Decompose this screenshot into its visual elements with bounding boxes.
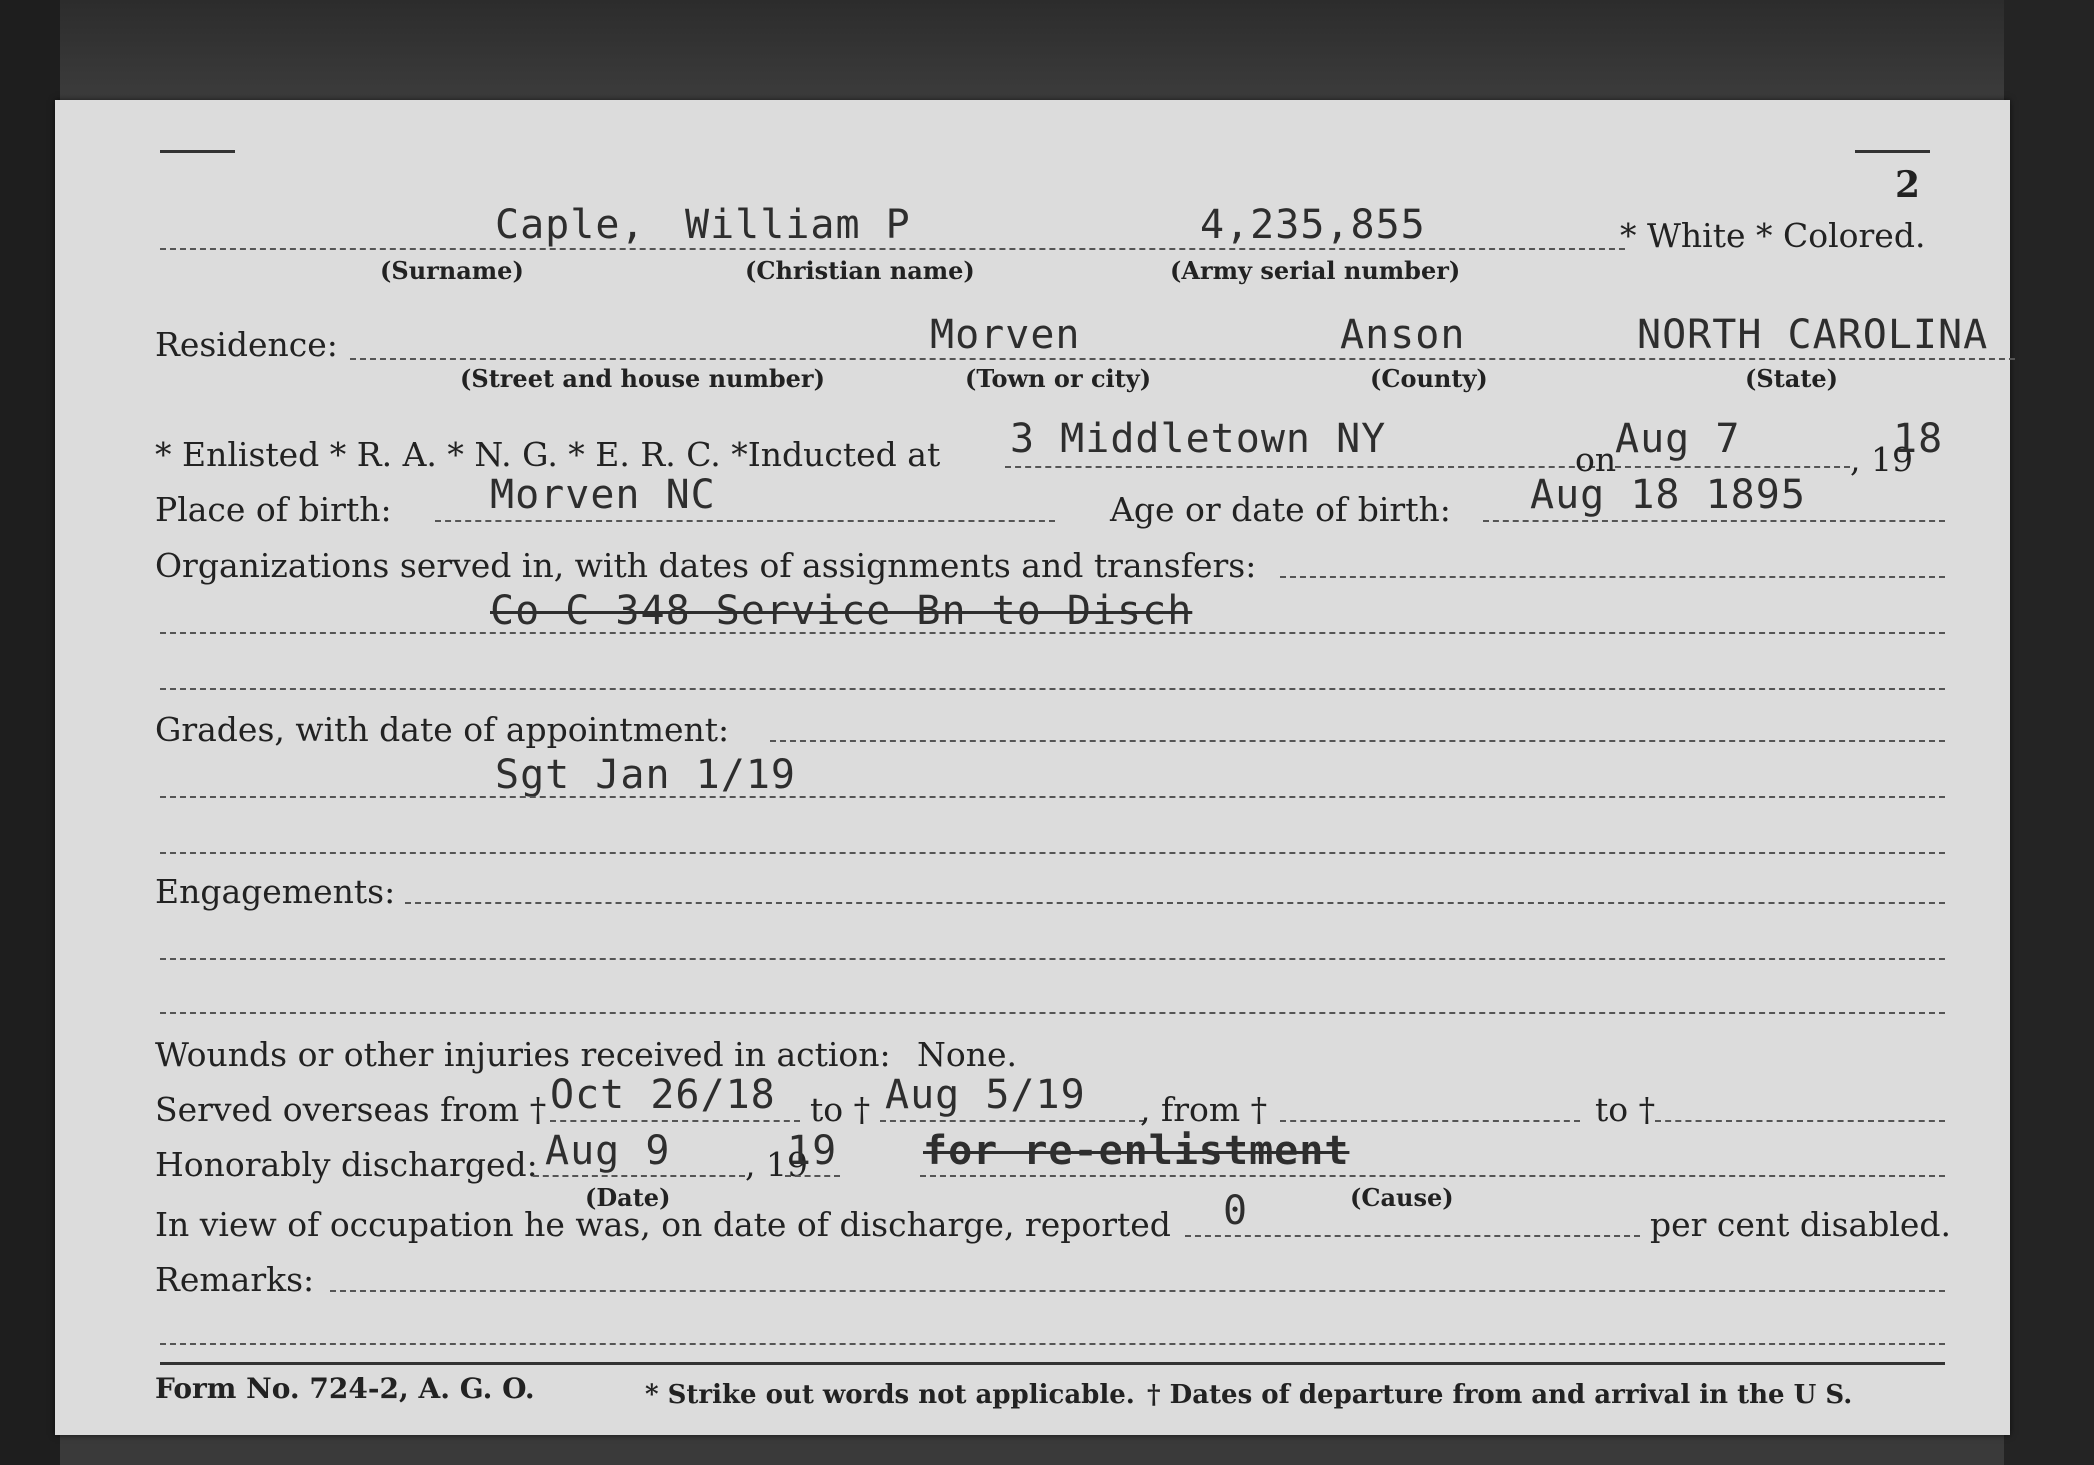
corner-mark-left [160,150,235,153]
overseas-to-value: Aug 5/19 [885,1072,1086,1118]
organizations-line-3 [160,688,1945,690]
disability-line [1185,1235,1640,1237]
residence-line [350,358,2015,360]
wounds-value: None. [917,1035,1018,1074]
form-number: Form No. 724-2, A. G. O. [155,1372,535,1405]
overseas-to2-label: to † [1595,1090,1656,1129]
card-number: 2 [1895,164,1921,206]
engagements-label: Engagements: [155,872,396,911]
residence-state-value: NORTH CAROLINA [1637,312,1989,358]
overseas-to2-line [1655,1120,1945,1122]
overseas-from2-label: , from † [1140,1090,1268,1129]
inducted-place-value: 3 Middletown NY [1010,416,1387,462]
birth-place-value: Morven NC [490,472,716,518]
discharge-cause-line [920,1175,1945,1177]
discharge-year-line [785,1175,840,1177]
engagements-line-1 [405,902,1945,904]
organizations-value: Co C 348 Service Bn to Disch [490,588,1193,634]
footer-rule [160,1362,1945,1365]
serial-number-value: 4,235,855 [1200,202,1426,248]
discharge-date-line [533,1175,745,1177]
discharge-cause-value: for re-enlistment [923,1128,1350,1174]
overseas-from-value: Oct 26/18 [550,1072,776,1118]
enlist-year-prefix: , 19 [1850,440,1913,479]
christian-name-label: (Christian name) [745,256,975,285]
inducted-line [1005,466,1595,468]
organizations-line-1 [1280,576,1945,578]
footer-note-dates: † Dates of departure from and arrival in the U S. [1147,1380,1853,1410]
engagements-line-3 [160,1012,1945,1014]
disability-suffix: per cent disabled. [1650,1205,1952,1244]
residence-town-value: Morven [930,312,1081,358]
engagements-line-2 [160,958,1945,960]
grades-line-1 [770,740,1945,742]
enlisted-label: * Enlisted * R. A. * N. G. * E. R. C. *Inducted at [155,435,941,474]
discharge-date-value: Aug 9 [545,1128,671,1174]
grades-value: Sgt Jan 1/19 [495,752,796,798]
overseas-to-line [880,1120,1145,1122]
organizations-label: Organizations served in, with dates of assignments and transfers: [155,546,1257,585]
serial-number-label: (Army serial number) [1170,256,1461,285]
enlist-date-line [1615,466,1850,468]
service-record-card [55,100,2010,1435]
corner-mark-right [1855,150,1930,153]
grades-label: Grades, with date of appointment: [155,710,730,749]
remarks-line-1 [330,1290,1945,1292]
overseas-to-label: to † [810,1090,871,1129]
enlist-year-value: 18 [1893,416,1944,462]
discharge-year-prefix: , 19 [745,1145,808,1184]
discharge-year-value: 19 [787,1128,838,1174]
discharge-cause-label: (Cause) [1350,1183,1454,1212]
residence-label: Residence: [155,325,338,364]
birth-date-value: Aug 18 1895 [1530,472,1806,518]
remarks-label: Remarks: [155,1260,315,1299]
disability-value: 0 [1223,1188,1249,1234]
background-right [2004,0,2094,1465]
surname-label: (Surname) [380,256,524,285]
state-label: (State) [1745,364,1839,393]
discharge-date-label: (Date) [585,1183,671,1212]
county-label: (County) [1370,364,1488,393]
birth-place-label: Place of birth: [155,490,392,529]
discharge-label: Honorably discharged: [155,1145,538,1184]
town-label: (Town or city) [965,364,1152,393]
overseas-from-line [550,1120,800,1122]
residence-county-value: Anson [1340,312,1466,358]
overseas-from2-line [1280,1120,1580,1122]
on-label: on [1575,440,1617,479]
overseas-from-label: Served overseas from † [155,1090,547,1129]
enlist-date-value: Aug 7 [1615,416,1741,462]
name-line [160,248,1625,250]
wounds-label: Wounds or other injuries received in action: [155,1035,891,1074]
birth-date-line [1483,520,1945,522]
grades-line-2 [160,796,1945,798]
disability-label: In view of occupation he was, on date of discharge, reported [155,1205,1171,1244]
surname-value: Caple, [495,202,646,248]
race-options: * White * Colored. [1620,216,1926,255]
grades-line-3 [160,852,1945,854]
birth-date-label: Age or date of birth: [1110,490,1451,529]
background-left [0,0,60,1465]
birth-place-line [435,520,1055,522]
remarks-line-2 [160,1343,1945,1345]
christian-name-value: William P [685,202,911,248]
footer-note-strike: * Strike out words not applicable. [645,1380,1135,1410]
street-label: (Street and house number) [460,364,825,393]
